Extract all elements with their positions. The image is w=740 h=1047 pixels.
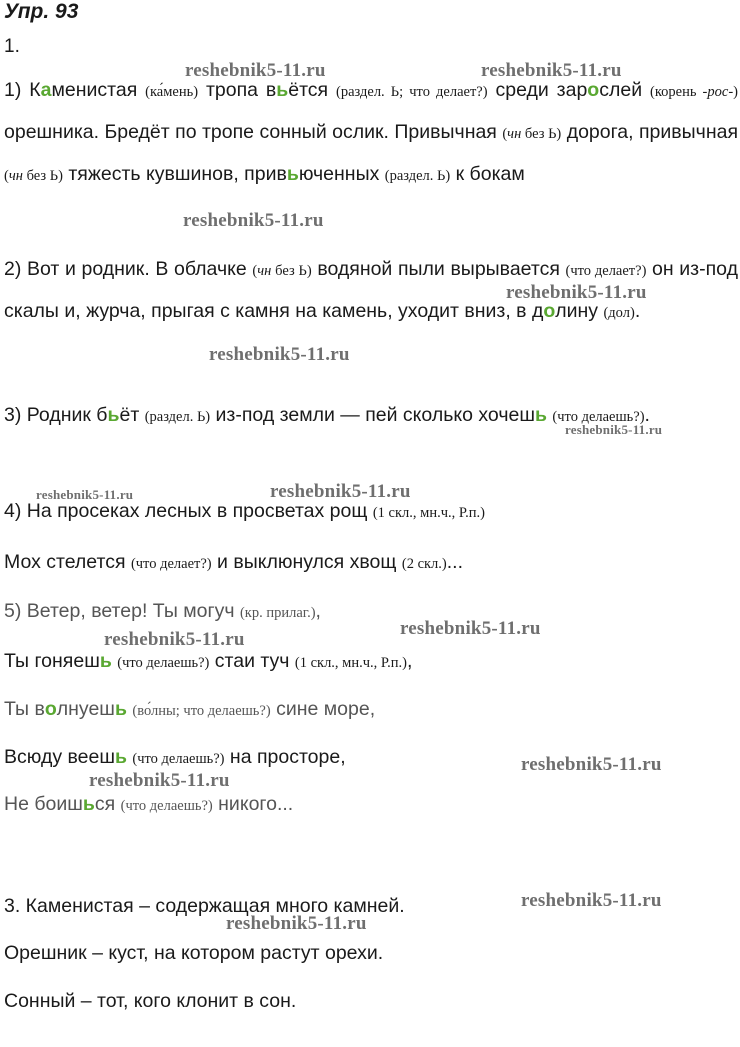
watermark: reshebnik5-11.ru <box>104 629 245 650</box>
text: слей <box>599 79 650 101</box>
text: Всюду вееш <box>4 746 115 768</box>
note: (что делаешь?) <box>132 751 225 767</box>
highlight-letter: ь <box>276 79 289 101</box>
text: 3) Родник б <box>4 404 108 426</box>
note: (кр. прилаг.) <box>239 605 316 621</box>
note: (ка́мень) <box>145 84 199 100</box>
note: (что делаешь?) <box>117 655 210 671</box>
note: (во́лны; что делаешь?) <box>132 703 271 719</box>
text: из-под земли — пей сколько хочеш <box>210 404 535 426</box>
note: ( <box>4 168 9 184</box>
text: ётся <box>288 79 337 101</box>
text: К <box>29 79 41 101</box>
text: сине море, <box>270 698 376 720</box>
watermark: reshebnik5-11.ru <box>506 282 647 303</box>
text: Не боиш <box>4 793 83 815</box>
text: лнуеш <box>56 698 115 720</box>
paragraph-1 <box>4 70 738 196</box>
highlight-letter: ь <box>286 163 299 185</box>
watermark: reshebnik5-11.ru <box>521 890 662 911</box>
task-number: 1. <box>4 36 20 57</box>
highlight-letter: ь <box>107 404 120 426</box>
text: тяжесть кувшинов, прив <box>62 163 287 185</box>
note: (2 скл.) <box>401 556 447 572</box>
highlight-letter: ь <box>114 746 127 768</box>
watermark: reshebnik5-11.ru <box>89 770 230 791</box>
note: (что делает?) <box>565 263 647 279</box>
poem-line <box>4 500 485 523</box>
note-italic: чн <box>8 168 23 184</box>
poem-line <box>4 650 412 673</box>
text: стаи туч <box>209 650 295 672</box>
watermark: reshebnik5-11.ru <box>270 481 411 502</box>
note: (раздел. Ь) <box>144 409 211 425</box>
note: без Ь) <box>521 126 562 142</box>
text: он из-под скалы и, журча, прыгая с камня на камень, уходит вниз, в д <box>4 258 738 322</box>
highlight-letter: ь <box>82 793 95 815</box>
text: 2) Вот и родник. В облачке <box>4 258 253 280</box>
poem-line <box>4 600 321 623</box>
note: ( <box>502 126 508 142</box>
definition-line: Сонный – тот, кого клонит в сон. <box>4 990 297 1012</box>
note: (1 скл., мн.ч., Р.п.) <box>294 655 408 671</box>
text: , <box>407 650 413 672</box>
note-italic: чн <box>257 263 272 279</box>
poem-line <box>4 793 293 816</box>
definition-line: 3. Каменистая – содержащая много камней. <box>4 895 405 917</box>
note: (1 скл., мн.ч., Р.п.) <box>372 505 485 521</box>
text: 5) Ветер, ветер! Ты могуч <box>4 600 240 622</box>
note: ( <box>252 263 258 279</box>
watermark: reshebnik5-11.ru <box>36 487 134 502</box>
note: (что делаешь?) <box>120 798 213 814</box>
highlight-letter: о <box>543 300 556 322</box>
note: (раздел. Ь) <box>384 168 451 184</box>
note: (что делаешь?) <box>552 409 645 425</box>
poem-line <box>4 551 463 574</box>
text: никого... <box>212 793 294 815</box>
note: (корень - <box>650 84 708 100</box>
text: Мох стелется <box>4 551 131 573</box>
text: юченных <box>298 163 385 185</box>
text: среди зар <box>487 79 588 101</box>
text: Ты в <box>4 698 45 720</box>
text: ... <box>446 551 463 573</box>
text: Ты гоняеш <box>4 650 100 672</box>
watermark: reshebnik5-11.ru <box>209 344 350 365</box>
text: 4) На просеках лесных в просветах рощ <box>4 500 373 522</box>
text: , <box>315 600 321 622</box>
watermark: reshebnik5-11.ru <box>521 754 662 775</box>
text: к бокам <box>450 163 525 185</box>
highlight-letter: о <box>587 79 600 101</box>
text: орешника. Бредёт по тропе сонный ослик. Привычная <box>4 121 503 143</box>
text: и выклюнулся хвощ <box>211 551 402 573</box>
note: (дол) <box>603 305 635 321</box>
note: (что делает?) <box>130 556 212 572</box>
highlight-letter: ь <box>114 698 127 720</box>
note: без Ь) <box>271 263 312 279</box>
watermark: reshebnik5-11.ru <box>565 422 663 437</box>
text: . <box>644 404 650 426</box>
highlight-letter: ь <box>535 404 547 426</box>
watermark: reshebnik5-11.ru <box>481 60 622 81</box>
watermark: reshebnik5-11.ru <box>185 60 326 81</box>
text: . <box>634 300 641 322</box>
text: лину <box>555 300 604 322</box>
text: тропа в <box>198 79 277 101</box>
definition-line: Орешник – куст, на котором растут орехи. <box>4 942 384 964</box>
highlight-letter: ь <box>99 650 112 672</box>
text: ся <box>94 793 121 815</box>
text: дорога, привычная <box>561 121 739 143</box>
text: ёт <box>119 404 145 426</box>
text: 1) <box>4 79 30 101</box>
note: (раздел. Ь; что делает?) <box>336 84 488 100</box>
watermark: reshebnik5-11.ru <box>226 913 367 934</box>
note-italic: чн <box>507 126 522 142</box>
highlight-letter: а <box>40 79 52 101</box>
exercise-title: Упр. 93 <box>4 0 79 23</box>
watermark: reshebnik5-11.ru <box>400 618 541 639</box>
note: -) <box>728 84 738 100</box>
text: на просторе, <box>224 746 346 768</box>
highlight-letter: о <box>44 698 57 720</box>
poem-line <box>4 746 346 769</box>
text: менистая <box>51 79 146 101</box>
note: без Ь) <box>22 168 63 184</box>
poem-line <box>4 698 375 721</box>
text: водяной пыли вырывается <box>311 258 566 280</box>
note-italic: рос <box>707 84 729 100</box>
watermark: reshebnik5-11.ru <box>183 210 324 231</box>
